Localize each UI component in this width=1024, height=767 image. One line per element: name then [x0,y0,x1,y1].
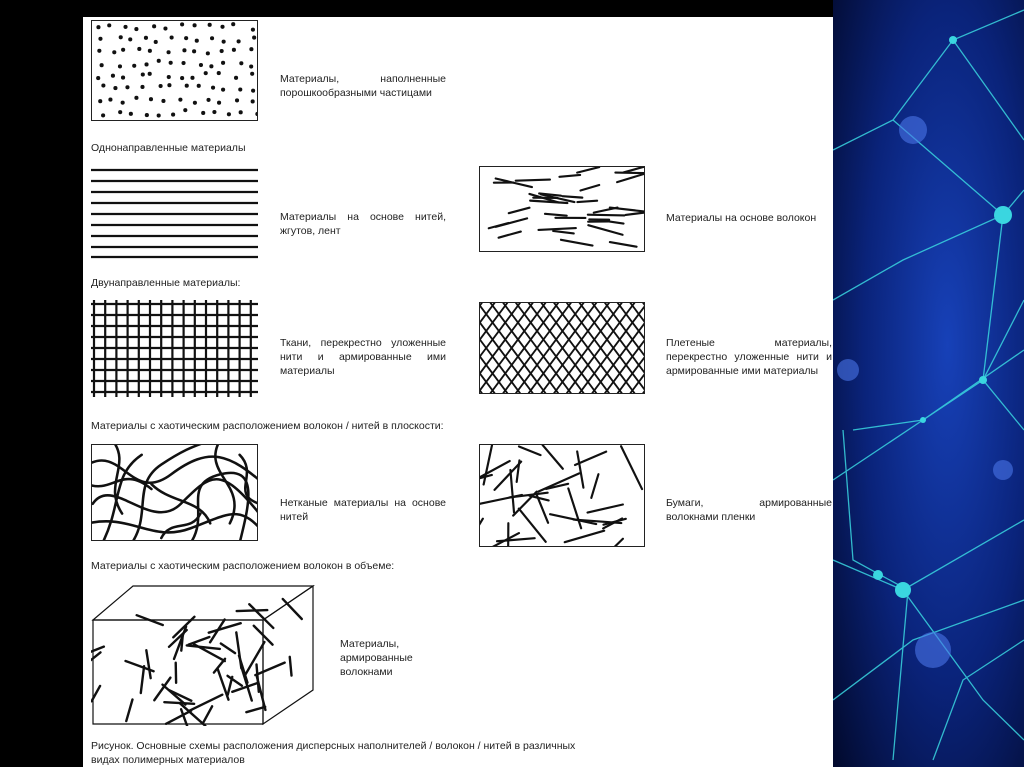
heading-bidirectional: Двунаправленные материалы: [91,277,241,289]
short-fibers-diagram [479,166,645,252]
heading-chaotic-volume: Материалы с хаотическим расположением волокон в объеме: [91,560,395,572]
network-background-image [833,0,1024,767]
braided-diagram [479,302,645,394]
fibers-caption: Материалы на основе волокон [666,212,817,224]
fabric-caption: Ткани, перекрестно уложенные нити и армированные ими материалы [280,337,446,377]
volume-cube-diagram [91,584,316,726]
heading-unidirectional: Однонаправленные материалы [91,142,246,154]
left-black-bar [0,0,83,767]
volume-caption: Материалы, армированные волокнами [340,638,413,678]
figure-caption: Рисунок. Основные схемы расположения дисперсных наполнителей / волокон / нитей в различных видах полимерных материалов [91,740,576,766]
threads-caption: Материалы на основе нитей, жгутов, лент [280,211,446,237]
powder-caption: Материалы, наполненные порошкообразными частицами [280,73,446,99]
paper-caption: Бумаги, армированные волокнами пленки [666,497,832,523]
parallel-threads-diagram [91,166,258,259]
nonwoven-caption: Нетканые материалы на основе нитей [280,497,446,523]
nonwoven-diagram [91,444,258,541]
powder-particles-diagram [91,20,258,121]
braided-caption: Плетеные материалы, перекрестно уложенные нити и армированные ими материалы [666,337,832,377]
paper-fibers-diagram [479,444,645,547]
top-black-bar [83,0,833,17]
heading-chaotic-plane: Материалы с хаотическим расположением волокон / нитей в плоскости: [91,420,444,432]
fabric-grid-diagram [91,300,258,397]
